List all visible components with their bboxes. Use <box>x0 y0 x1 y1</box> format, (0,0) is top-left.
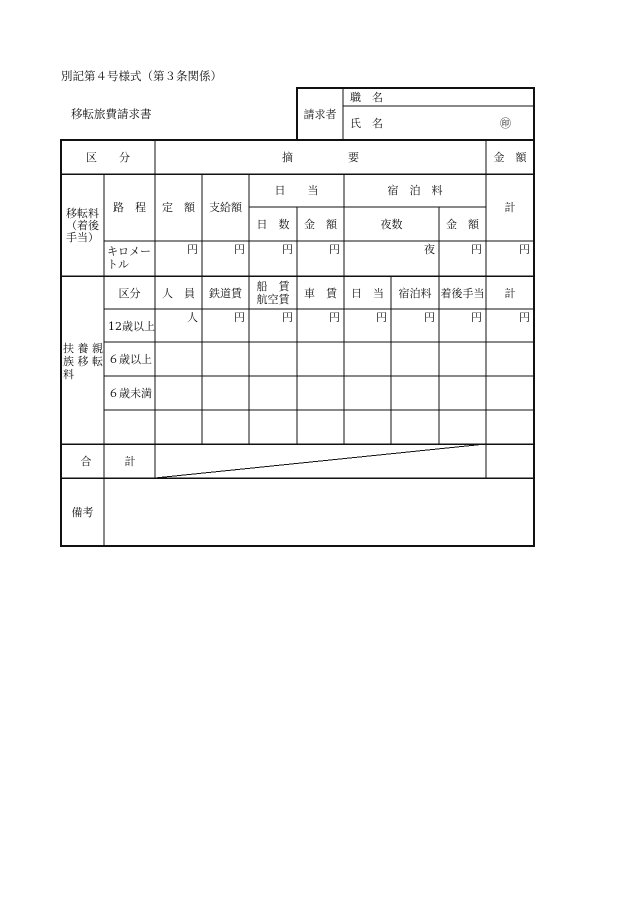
payment-amount-header: 支給額 <box>209 201 242 214</box>
daily-allowance-header: 日 当 <box>274 184 319 197</box>
total-diagonal <box>155 444 486 478</box>
form-title: 移転旅費請求書 <box>71 107 152 121</box>
dep-person-unit: 人 <box>187 311 198 324</box>
dep-col-persons: 人 員 <box>162 287 195 300</box>
dep-total-yen: 円 <box>519 311 530 324</box>
grand-total-label: 合 計 <box>80 455 136 468</box>
dep-lodging-yen: 円 <box>424 311 435 324</box>
dep-ship-yen: 円 <box>282 311 293 324</box>
transfer-label-3: 手当） <box>66 231 99 244</box>
dep-col-lodging: 宿泊料 <box>398 287 432 300</box>
position-label: 職 名 <box>350 91 383 104</box>
lodging-yen: 円 <box>471 243 482 256</box>
fixed-amount-header: 定 額 <box>162 201 195 214</box>
dep-col-daily: 日 当 <box>351 287 384 300</box>
dep-col-total: 計 <box>504 287 516 300</box>
payment-yen: 円 <box>234 243 245 256</box>
daily-amount-yen: 円 <box>329 243 340 256</box>
km-unit-line2: トル <box>107 258 129 271</box>
km-unit-line1: キロメー <box>107 245 151 258</box>
dep-col-rail: 鉄道賃 <box>209 287 242 300</box>
transfer-label-1: 移転料 <box>66 207 99 220</box>
lodging-header: 宿 泊 料 <box>387 184 443 197</box>
transfer-total-header: 計 <box>504 201 516 214</box>
nights-unit: 夜 <box>424 243 435 256</box>
dep-col-post-arrival: 着後手当 <box>440 287 485 300</box>
route-header: 路 程 <box>113 201 146 214</box>
seal-mark: ㊞ <box>500 117 511 130</box>
name-label: 氏 名 <box>350 117 383 130</box>
dependents-label-2: 族 移 転 <box>63 355 103 368</box>
dep-col-ship: 船 賃 <box>256 280 290 293</box>
remarks-label: 備考 <box>71 506 94 519</box>
dep-car-yen: 円 <box>329 311 340 324</box>
lodging-amount-header: 金 額 <box>446 218 479 231</box>
header-summary: 摘 要 <box>282 151 359 164</box>
daily-amount-header: 金 額 <box>304 218 337 231</box>
dep-daily-yen: 円 <box>376 311 387 324</box>
header-category: 区 分 <box>86 151 130 164</box>
transfer-label-2: （着後 <box>66 219 99 232</box>
nights-header: 夜数 <box>380 218 403 231</box>
days-yen: 円 <box>282 243 293 256</box>
days-header: 日 数 <box>256 218 290 231</box>
dep-post-arrival-yen: 円 <box>471 311 482 324</box>
fixed-yen: 円 <box>187 243 198 256</box>
header-amount: 金 額 <box>493 151 527 164</box>
claimant-label: 請求者 <box>303 108 337 121</box>
transfer-total-yen: 円 <box>519 243 530 256</box>
dependents-label-3: 料 <box>63 368 74 381</box>
dep-row-6-plus: ６歳以上 <box>108 353 152 366</box>
form-label: 別記第４号様式（第３条関係） <box>61 69 222 83</box>
dep-col-car: 車 賃 <box>304 287 337 300</box>
dep-rail-yen: 円 <box>234 311 245 324</box>
dep-row-12-plus: 12歳以上 <box>108 320 155 333</box>
dep-col-air: 航空賃 <box>256 293 290 306</box>
dep-col-category: 区分 <box>118 287 141 300</box>
dep-row-under-6: ６歳未満 <box>108 387 152 400</box>
dependents-label-1: 扶 養 親 <box>63 342 103 355</box>
